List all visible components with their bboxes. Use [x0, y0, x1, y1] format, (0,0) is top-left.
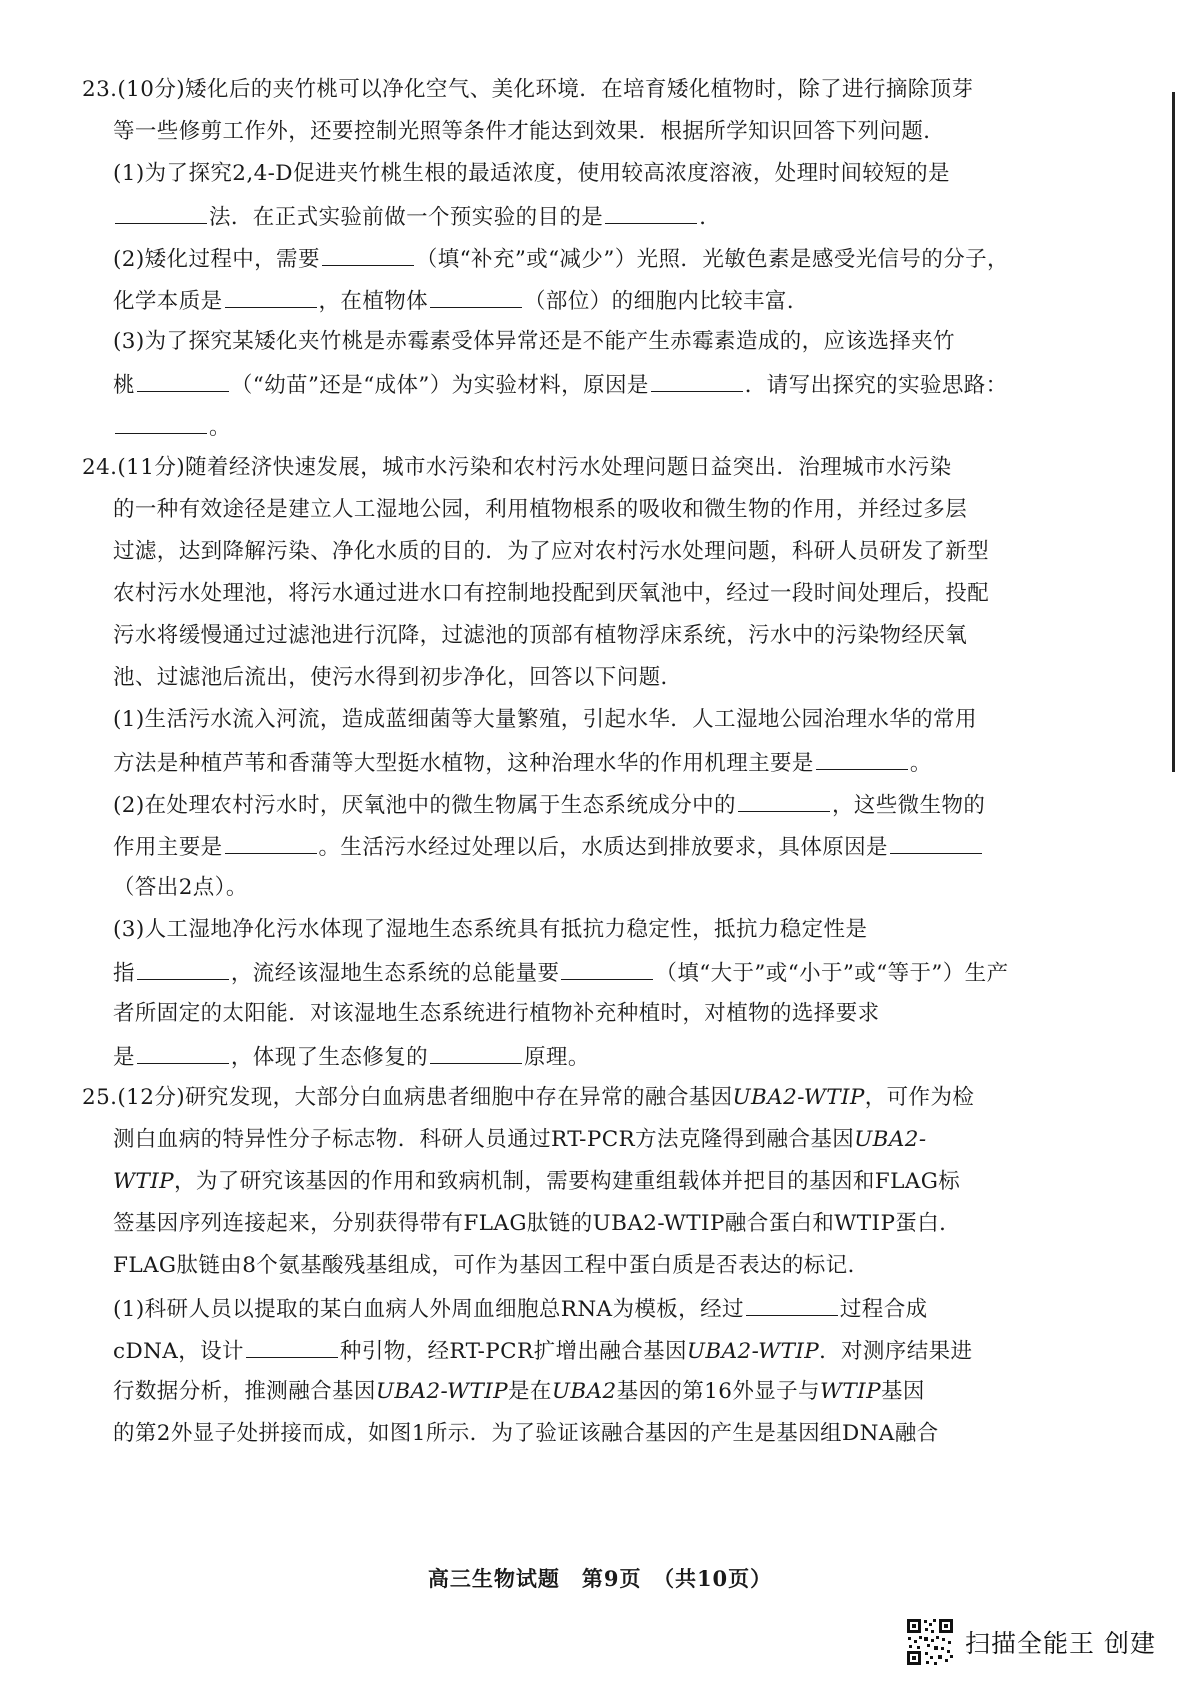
q24-line-9: (2)在处理农村污水时，厌氧池中的微生物属于生态系统成分中的 ，这些微生物的 — [113, 789, 985, 821]
q23-line-3: (1)为了探究2,4-D促进夹竹桃生根的最适浓度，使用较高浓度溶液，处理时间较短的是 — [113, 161, 950, 186]
q24-line-12: (3)人工湿地净化污水体现了湿地生态系统具有抵抗力稳定性，抵抗力稳定性是 — [113, 917, 868, 942]
answer-blank[interactable] — [225, 831, 317, 854]
page-footer: 高三生物试题 第9页 （共10页） — [427, 1566, 773, 1591]
answer-blank[interactable] — [746, 1293, 838, 1316]
q24-line-10: 作用主要是 。生活污水经过处理以后，水质达到排放要求，具体原因是 — [113, 831, 984, 863]
answer-blank[interactable] — [605, 201, 697, 224]
q23-line-7: (3)为了探究某矮化夹竹桃是赤霉素受体异常还是不能产生赤霉素造成的，应该选择夹竹 — [113, 329, 955, 354]
q23-line-9: 。 — [113, 411, 231, 443]
answer-blank[interactable] — [322, 243, 414, 266]
q23-line-1: 23.(10分)矮化后的夹竹桃可以净化空气、美化环境．在培育矮化植物时，除了进行摘除顶芽 — [82, 77, 974, 102]
answer-blank[interactable] — [225, 285, 317, 308]
q23-line-2: 等一些修剪工作外，还要控制光照等条件才能达到效果．根据所学知识回答下列问题． — [113, 119, 946, 144]
q25-line-1: 25.(12分)研究发现，大部分白血病患者细胞中存在异常的融合基因UBA2-WTIP，可作为检 — [82, 1085, 975, 1110]
qr-code-icon — [905, 1617, 955, 1667]
q24-line-1: 24.(11分)随着经济快速发展，城市水污染和农村污水处理问题日益突出．治理城市水污染 — [82, 455, 952, 480]
q25-line-4: 签基因序列连接起来，分别获得带有FLAG肽链的UBA2-WTIP融合蛋白和WTIP蛋白． — [113, 1211, 962, 1236]
q23-line-8: 桃 （“幼苗”还是“成体”）为实验材料，原因是 ．请写出探究的实验思路： — [113, 369, 1008, 401]
q24-line-13: 指 ，流经该湿地生态系统的总能量要 （填“大于”或“小于”或“等于”）生产 — [113, 957, 1008, 989]
q23-line-5: (2)矮化过程中，需要 （填“补充”或“减少”）光照．光敏色素是感受光信号的分子， — [113, 243, 1009, 275]
answer-blank[interactable] — [137, 369, 229, 392]
q25-line-6: (1)科研人员以提取的某白血病人外周血细胞总RNA为模板，经过 过程合成 — [113, 1293, 928, 1325]
answer-blank[interactable] — [137, 1041, 229, 1064]
q24-line-11: （答出2点）。 — [113, 875, 248, 900]
scanner-badge-label: 扫描全能王 创建 — [965, 1629, 1156, 1658]
q25-line-2: 测白血病的特异性分子标志物．科研人员通过RT-PCR方法克隆得到融合基因UBA2- — [113, 1127, 927, 1152]
q25-line-9: 的第2外显子处拼接而成，如图1所示．为了验证该融合基因的产生是基因组DNA融合 — [113, 1421, 939, 1446]
answer-blank[interactable] — [561, 957, 653, 980]
margin-rule — [1172, 92, 1175, 772]
q24-line-3: 过滤，达到降解污染、净化水质的目的．为了应对农村污水处理问题，科研人员研发了新型 — [113, 539, 990, 564]
q24-line-15: 是 ，体现了生态修复的 原理。 — [113, 1041, 590, 1073]
q24-line-2: 的一种有效途径是建立人工湿地公园，利用植物根系的吸收和微生物的作用，并经过多层 — [113, 497, 968, 522]
q24-line-6: 池、过滤池后流出，使污水得到初步净化，回答以下问题． — [113, 665, 683, 690]
answer-blank[interactable] — [430, 285, 522, 308]
answer-blank[interactable] — [890, 831, 982, 854]
q25-line-3: WTIP，为了研究该基因的作用和致病机制，需要构建重组载体并把目的基因和FLAG标 — [113, 1169, 961, 1194]
answer-blank[interactable] — [738, 789, 830, 812]
q24-line-4: 农村污水处理池，将污水通过进水口有控制地投配到厌氧池中，经过一段时间处理后，投配 — [113, 581, 990, 606]
answer-blank[interactable] — [246, 1335, 338, 1358]
answer-blank[interactable] — [430, 1041, 522, 1064]
q24-line-8: 方法是种植芦苇和香蒲等大型挺水植物，这种治理水华的作用机理主要是 。 — [113, 747, 932, 779]
q25-line-8: 行数据分析，推测融合基因UBA2-WTIP是在UBA2基因的第16外显子与WTIP基因 — [113, 1379, 925, 1404]
answer-blank[interactable] — [137, 957, 229, 980]
q25-line-5: FLAG肽链由8个氨基酸残基组成，可作为基因工程中蛋白质是否表达的标记． — [113, 1253, 870, 1278]
q25-line-7: cDNA，设计 种引物，经RT-PCR扩增出融合基因UBA2-WTIP．对测序结果进 — [113, 1335, 972, 1367]
q23-line-4: 法．在正式实验前做一个预实验的目的是 ． — [113, 201, 721, 233]
answer-blank[interactable] — [115, 201, 207, 224]
answer-blank[interactable] — [651, 369, 743, 392]
answer-blank[interactable] — [115, 411, 207, 434]
q24-line-5: 污水将缓慢通过过滤池进行沉降，过滤池的顶部有植物浮床系统，污水中的污染物经厌氧 — [113, 623, 968, 648]
q24-line-14: 者所固定的太阳能．对该湿地生态系统进行植物补充种植时，对植物的选择要求 — [113, 1001, 880, 1026]
q24-line-7: (1)生活污水流入河流，造成蓝细菌等大量繁殖，引起水华．人工湿地公园治理水华的常用 — [113, 707, 977, 732]
answer-blank[interactable] — [816, 747, 908, 770]
q23-line-6: 化学本质是 ，在植物体 （部位）的细胞内比较丰富． — [113, 285, 809, 317]
scanner-badge — [905, 1617, 1156, 1667]
